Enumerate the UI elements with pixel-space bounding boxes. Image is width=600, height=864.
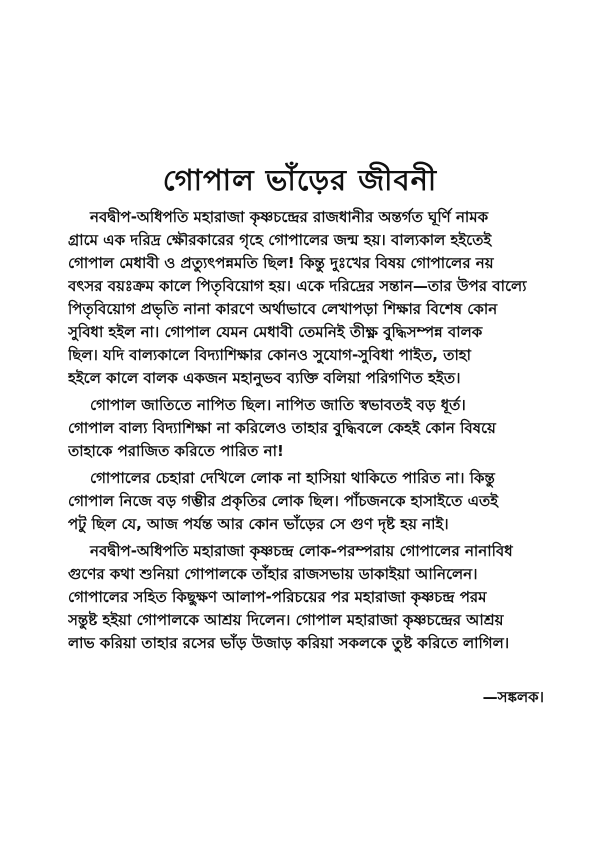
text-line: ছিল। যদি বাল্যকালে বিদ্যাশিক্ষার কোনও সুযোগ-সুবিধা পাইত, তাহা (68, 346, 472, 364)
text-line: নবদ্বীপ-অধিপতি মহারাজা কৃষ্ণচন্দ্রের রাজধানীর অন্তর্গত ঘূর্ণি নামক (90, 208, 489, 226)
text-line: তাহাকে পরাজিত করিতে পারিত না! (68, 442, 284, 460)
text-line: গুণের কথা শুনিয়া গোপালকে তাঁহার রাজসভায় ডাকাইয়া আনিলেন। (68, 565, 478, 583)
text-line: বৎসর বয়ঃক্রম কালে পিতৃবিয়োগ হয়। একে দরিদ্রের সন্তান—তার উপর বাল্যে (68, 277, 527, 295)
text-line: গোপাল নিজে বড় গম্ভীর প্রকৃতির লোক ছিল। পাঁচজনকে হাসাইতে এতই (68, 492, 499, 510)
text-line: হইলে কালে বালক একজন মহানুভব ব্যক্তি বলিয়া পরিগণিত হইত। (68, 369, 461, 387)
compiler-signature: —সঙ্কলক। (482, 688, 544, 706)
text-line: গ্রামে এক দরিদ্র ক্ষৌরকারের গৃহে গোপালের জন্ম হয়। বাল্যকাল হইতেই (68, 231, 492, 249)
paragraph-1 (68, 206, 538, 390)
text-line: লাভ করিয়া তাহার রসের ভাঁড় উজাড় করিয়া সকলকে তুষ্ট করিতে লাগিল। (68, 634, 510, 652)
text-line: সুবিধা হইল না। গোপাল যেমন মেধাবী তেমনিই তীক্ষ্ণ বুদ্ধিসম্পন্ন বালক (68, 323, 483, 341)
page-title: গোপাল ভাঁড়ের জীবনী (162, 163, 438, 197)
text-line: গোপাল জাতিতে নাপিত ছিল। নাপিত জাতি স্বভাবতই বড় ধূর্ত। (90, 396, 466, 414)
paragraph-2 (68, 394, 538, 463)
text-line: গোপালের সহিত কিছুক্ষণ আলাপ-পরিচয়ের পর মহারাজা কৃষ্ণচন্দ্র পরম (68, 588, 487, 606)
text-line: পটু ছিল যে, আজ পর্যন্ত আর কোন ভাঁড়ের সে গুণ দৃষ্ট হয় নাই। (68, 515, 449, 533)
text-line: পিতৃবিয়োগ প্রভৃতি নানা কারণে অর্থাভাবে লেখাপড়া শিক্ষার বিশেষ কোন (68, 300, 498, 318)
body-text (68, 206, 538, 655)
text-line: গোপাল মেধাবী ও প্রত্যুৎপন্নমতি ছিল! কিন্তু দুঃখের বিষয় গোপালের নয় (68, 254, 494, 272)
text-line: গোপাল বাল্য বিদ্যাশিক্ষা না করিলেও তাহার বুদ্ধিবলে কেহই কোন বিষয়ে (68, 419, 496, 437)
text-line: নবদ্বীপ-অধিপতি মহারাজা কৃষ্ণচন্দ্র লোক-পরম্পরায় গোপালের নানাবিধ (90, 542, 513, 560)
text-line: গোপালের চেহারা দেখিলে লোক না হাসিয়া থাকিতে পারিত না। কিন্তু (90, 469, 495, 487)
text-line: সন্তুষ্ট হইয়া গোপালকে আশ্রয় দিলেন। গোপাল মহারাজা কৃষ্ণচন্দ্রের আশ্রয় (68, 611, 504, 629)
paragraph-4 (68, 540, 538, 655)
paragraph-3 (68, 467, 538, 536)
